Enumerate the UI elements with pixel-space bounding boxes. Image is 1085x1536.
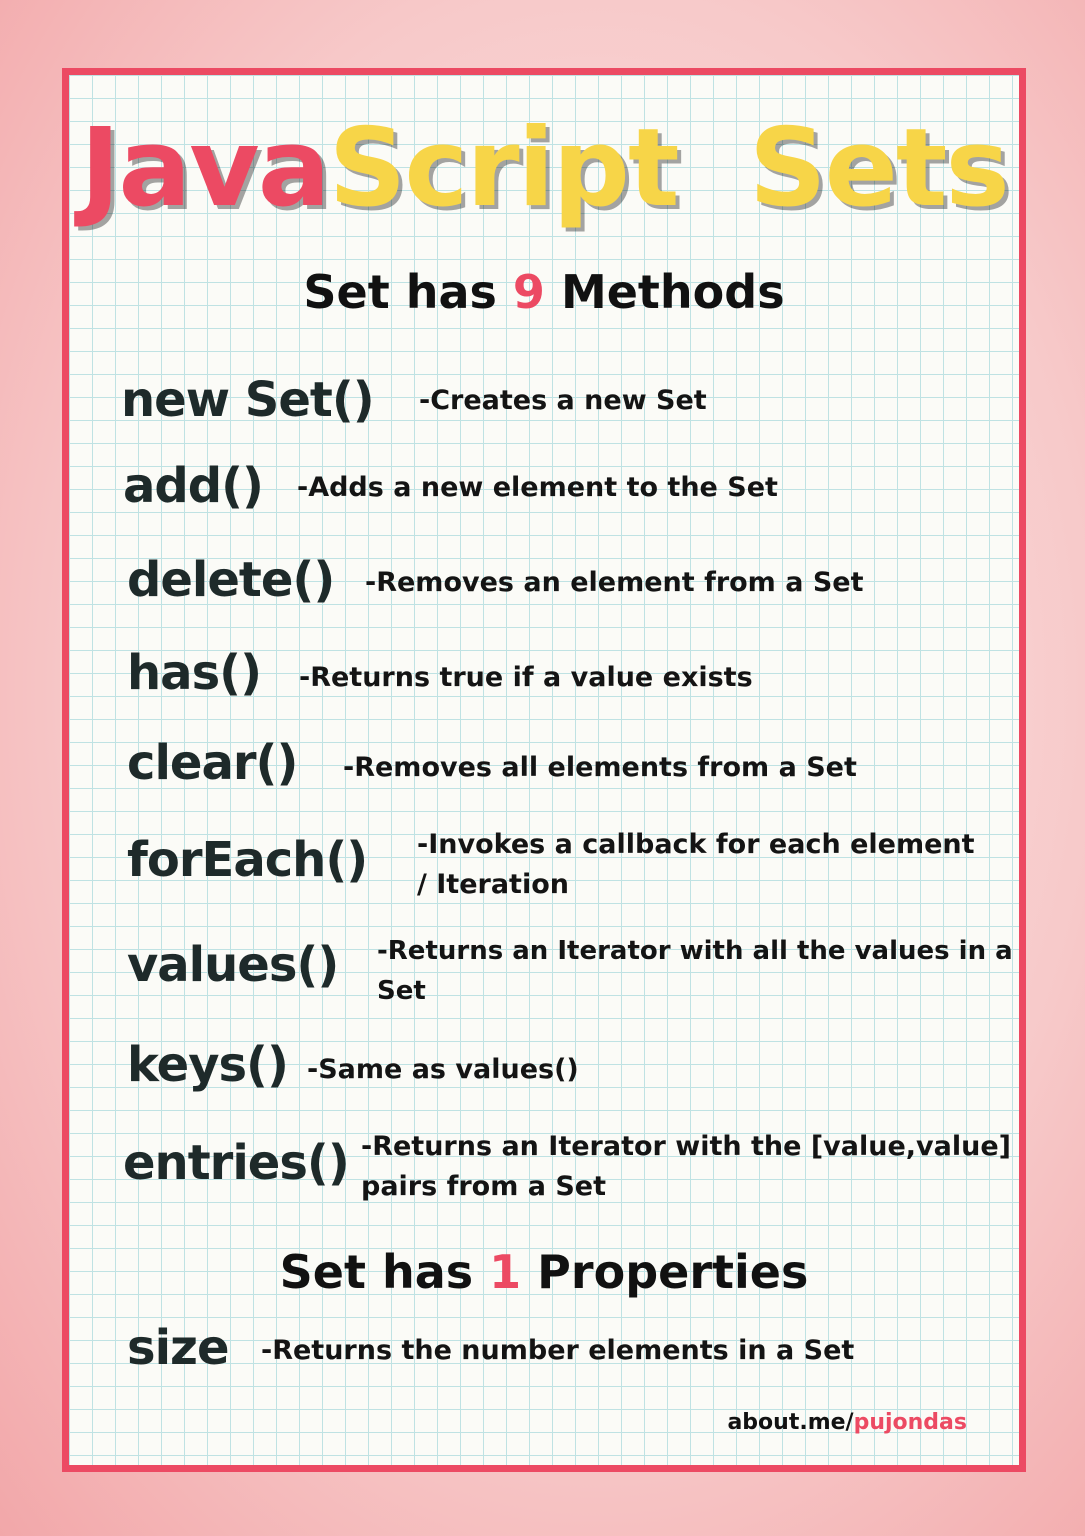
method-name: new Set() xyxy=(121,372,374,428)
page-title xyxy=(69,106,1019,231)
method-desc: -Same as values() xyxy=(307,1054,579,1085)
title-java: Java xyxy=(80,106,329,231)
title-sets: Sets xyxy=(748,106,1008,231)
properties-heading: Set has 1 Properties xyxy=(279,1245,809,1299)
method-name: has() xyxy=(127,645,262,701)
method-name: keys() xyxy=(127,1037,288,1093)
method-name: delete() xyxy=(127,552,335,608)
method-name: clear() xyxy=(127,735,298,791)
author-link[interactable]: about.me/pujondas xyxy=(727,1410,967,1435)
method-desc: -Returns an Iterator with all the values in a Set xyxy=(377,936,1013,1006)
method-name: forEach() xyxy=(127,832,368,888)
method-desc: -Removes an element from a Set xyxy=(365,567,864,598)
method-name: add() xyxy=(123,458,263,514)
method-desc: -Invokes a callback for each element / Iteration xyxy=(417,829,975,900)
method-name: entries() xyxy=(123,1135,349,1191)
property-name: size xyxy=(127,1320,229,1376)
cheatsheet-card xyxy=(62,68,1026,1472)
method-desc: -Creates a new Set xyxy=(419,385,707,416)
method-desc: -Returns true if a value exists xyxy=(299,662,753,693)
property-desc: -Returns the number elements in a Set xyxy=(261,1335,855,1366)
title-script: Script xyxy=(328,106,678,231)
method-desc: -Adds a new element to the Set xyxy=(297,472,778,503)
methods-count: 9 xyxy=(512,265,545,319)
method-name: values() xyxy=(127,937,339,993)
method-desc: -Returns an Iterator with the [value,value] pairs from a Set xyxy=(361,1131,1011,1202)
methods-heading: Set has 9 Methods xyxy=(303,265,785,319)
properties-count: 1 xyxy=(489,1245,522,1299)
method-desc: -Removes all elements from a Set xyxy=(343,752,857,783)
